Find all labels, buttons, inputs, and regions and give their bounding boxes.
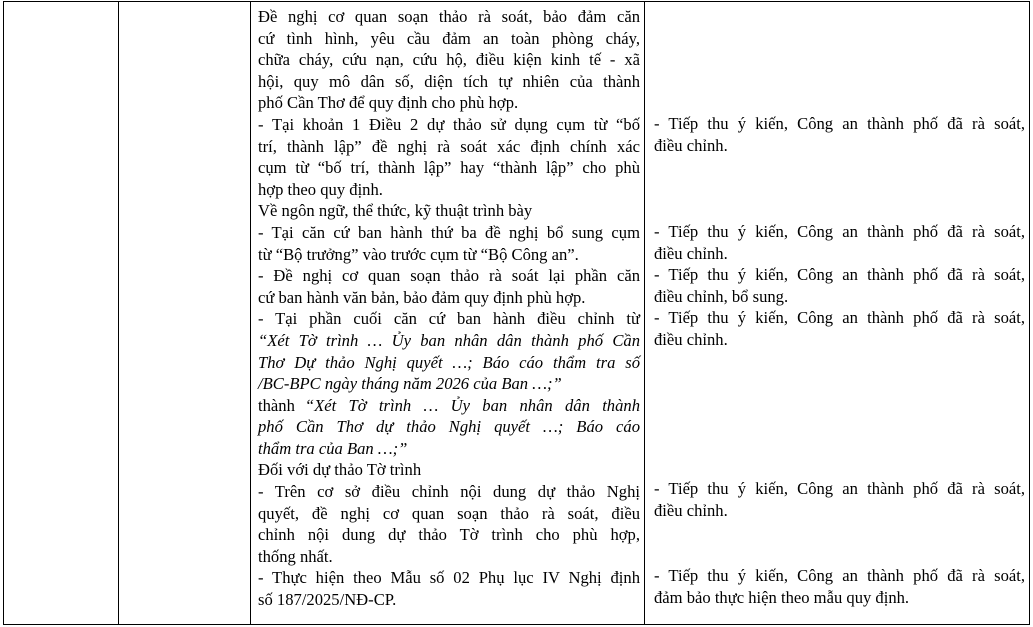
response-block	[654, 113, 1025, 156]
response-block	[654, 307, 1025, 350]
text-line: số 187/2025/NĐ-CP.	[258, 590, 397, 610]
feedback-table	[3, 1, 1030, 625]
text-line: điều chỉnh.	[654, 500, 728, 520]
text-line: điều chỉnh.	[654, 329, 728, 349]
column-divider-1	[118, 2, 119, 624]
text-line: hợp theo quy định.	[258, 179, 383, 199]
text-line: - Thực hiện theo Mẫu số 02 Phụ lục IV Nghị định	[258, 568, 640, 588]
text-line: - Tiếp thu ý kiến, Công an thành phố đã rà soát,	[654, 566, 1025, 585]
text-line: điều chỉnh.	[654, 135, 728, 155]
text-line: - Tiếp thu ý kiến, Công an thành phố đã rà soát,	[654, 265, 1025, 284]
text-word: thành	[258, 395, 295, 415]
text-line: - Tại phần cuối căn cứ ban hành điều chỉnh từ	[258, 309, 640, 329]
text-line: phố Cần Thơ để quy định cho phù hợp.	[258, 93, 519, 113]
text-line: Đề nghị cơ quan soạn thảo rà soát, bảo đảm căn	[258, 7, 640, 26]
text-line: - Đề nghị cơ quan soạn thảo rà soát lại phần căn	[258, 266, 640, 286]
text-line: chỉnh nội dung dự thảo Tờ trình cho phù hợp,	[258, 525, 640, 545]
column-divider-2	[250, 2, 251, 624]
text-line: thống nhất.	[258, 546, 333, 566]
text-line: - Tại căn cứ ban hành thứ ba đề nghị bổ sung cụm	[258, 222, 640, 242]
text-line: cứ tình hình, yêu cầu đảm an toàn phòng cháy,	[258, 28, 640, 48]
text-line: đảm bảo thực hiện theo mẫu quy định.	[654, 587, 910, 607]
quoted-line: “Xét Tờ trình … Ủy ban nhân dân thành phố Cần	[258, 330, 640, 350]
section-heading: Về ngôn ngữ, thể thức, kỹ thuật trình bày	[258, 201, 533, 221]
column-divider-3	[644, 2, 645, 624]
text-line: điều chỉnh, bổ sung.	[654, 286, 789, 306]
text-line: trí, thành lập” đề nghị rà soát xác định chính xác	[258, 136, 640, 156]
text-line: hội, quy mô dân số, diện tích tự nhiên của thành	[258, 71, 640, 91]
response-block	[654, 221, 1025, 264]
text-line: điều chỉnh.	[654, 243, 728, 263]
response-block	[654, 264, 1025, 307]
section-heading: Đối với dự thảo Tờ trình	[258, 460, 422, 480]
text-line	[258, 395, 640, 417]
text-line: - Tiếp thu ý kiến, Công an thành phố đã rà soát,	[654, 308, 1025, 327]
text-line: - Tại khoản 1 Điều 2 dự thảo sử dụng cụm từ “bố	[258, 114, 640, 134]
text-line: chữa cháy, cứu nạn, cứu hộ, điều kiện kinh tế - xã	[258, 50, 640, 70]
quoted-line: thẩm tra của Ban …;”	[258, 438, 408, 458]
quoted-line: Thơ Dự thảo Nghị quyết …; Báo cáo thẩm tra số	[258, 352, 640, 372]
text-line: quyết, đề nghị cơ quan soạn thảo rà soát, điều	[258, 503, 640, 523]
text-line: - Tiếp thu ý kiến, Công an thành phố đã rà soát,	[654, 479, 1025, 498]
quoted-text: “Xét Tờ trình … Ủy ban nhân dân thành	[304, 395, 640, 415]
response-block	[654, 565, 1025, 608]
text-line: từ “Bộ trưởng” vào trước cụm từ “Bộ Công an”.	[258, 244, 579, 264]
responses-column	[654, 2, 1025, 624]
quoted-line: phố Cần Thơ dự thảo Nghị quyết …; Báo cáo	[258, 417, 640, 437]
text-line: - Tiếp thu ý kiến, Công an thành phố đã rà soát,	[654, 114, 1025, 133]
text-line: cứ ban hành văn bản, bảo đảm quy định phù hợp.	[258, 287, 586, 307]
text-line: cụm từ “bố trí, thành lập” hay “thành lập” cho phù	[258, 158, 640, 178]
text-line: - Tiếp thu ý kiến, Công an thành phố đã rà soát,	[654, 222, 1025, 241]
comments-column	[258, 6, 640, 611]
quoted-line: /BC-BPC ngày tháng năm 2026 của Ban …;”	[258, 374, 562, 394]
text-line: - Trên cơ sở điều chỉnh nội dung dự thảo Nghị	[258, 482, 640, 502]
response-block	[654, 478, 1025, 521]
